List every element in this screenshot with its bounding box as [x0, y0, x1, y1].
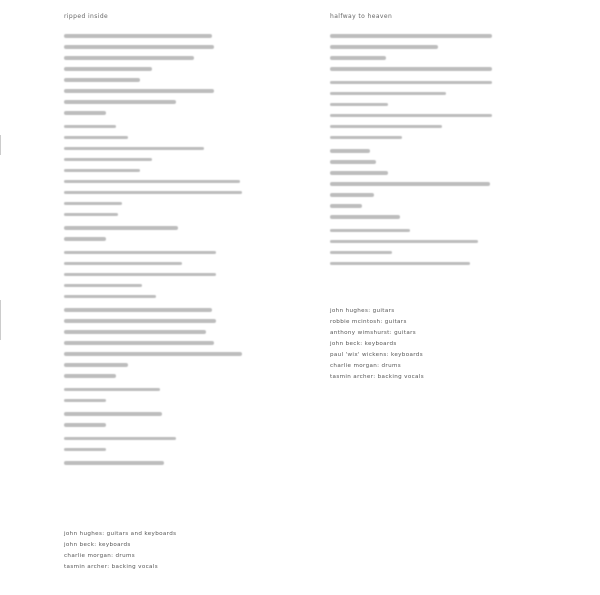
blurred-lyric-line — [64, 388, 160, 392]
lyric-stanza — [64, 251, 304, 299]
song-title: halfway to heaven — [330, 13, 393, 20]
blurred-lyric-line — [330, 125, 442, 129]
blurred-lyric-line — [64, 45, 214, 49]
blurred-lyric-line — [64, 237, 106, 241]
blurred-lyric-line — [64, 169, 140, 173]
blurred-lyric-line — [64, 399, 106, 403]
credit-line: charlie morgan: drums — [64, 553, 136, 559]
lyric-stanza — [64, 461, 304, 465]
blurred-lyric-line — [330, 240, 478, 244]
blurred-lyric-line — [64, 100, 176, 104]
blurred-lyric-line — [64, 319, 216, 323]
credits-list — [330, 306, 424, 383]
blurred-lyric-line — [64, 67, 152, 71]
credit-line: tasmin archer: backing vocals — [64, 564, 158, 570]
lyric-stanza — [64, 125, 304, 217]
credit-line: john hughes: guitars and keyboards — [64, 531, 177, 537]
blurred-lyric-line — [64, 437, 176, 441]
lyrics-body — [64, 34, 304, 475]
blurred-lyric-line — [330, 81, 492, 85]
blurred-lyric-line — [64, 461, 164, 465]
blurred-lyric-line — [64, 341, 214, 345]
blurred-lyric-line — [330, 136, 402, 140]
lyric-stanza — [64, 437, 304, 452]
blurred-lyric-line — [64, 202, 122, 206]
credit-line: tasmin archer: backing vocals — [330, 374, 424, 380]
lyric-stanza — [330, 81, 570, 140]
blurred-lyric-line — [330, 193, 374, 197]
blurred-lyric-line — [330, 56, 386, 60]
lyric-stanza — [64, 226, 304, 241]
blurred-lyric-line — [330, 262, 470, 266]
blurred-lyric-line — [64, 34, 212, 38]
blurred-lyric-line — [64, 308, 212, 312]
blurred-lyric-line — [64, 136, 128, 140]
blurred-lyric-line — [330, 45, 438, 49]
blurred-lyric-line — [64, 89, 214, 93]
blurred-lyric-line — [64, 111, 106, 115]
blurred-lyric-line — [64, 423, 106, 427]
blurred-lyric-line — [64, 147, 204, 151]
blurred-lyric-line — [64, 374, 116, 378]
blurred-lyric-line — [330, 160, 376, 164]
blurred-lyric-line — [64, 191, 242, 195]
blurred-lyric-line — [330, 204, 362, 208]
page-edge-mark-lower — [0, 300, 1, 340]
blurred-lyric-line — [64, 330, 206, 334]
lyric-stanza — [330, 149, 570, 219]
lyrics-body — [330, 34, 570, 275]
lyric-stanza — [330, 229, 570, 266]
blurred-lyric-line — [64, 56, 194, 60]
blurred-lyric-line — [330, 149, 370, 153]
lyric-stanza — [64, 388, 304, 403]
blurred-lyric-line — [64, 158, 152, 162]
credit-line: anthony wimshurst: guitars — [330, 330, 417, 336]
blurred-lyric-line — [64, 363, 128, 367]
blurred-lyric-line — [330, 215, 400, 219]
blurred-lyric-line — [64, 226, 178, 230]
credit-line: robbie mcintosh: guitars — [330, 319, 407, 325]
credit-line: john beck: keyboards — [64, 542, 131, 548]
blurred-lyric-line — [330, 251, 392, 255]
blurred-lyric-line — [64, 213, 118, 217]
blurred-lyric-line — [64, 262, 182, 266]
credit-line: john beck: keyboards — [330, 341, 397, 347]
blurred-lyric-line — [330, 67, 492, 71]
blurred-lyric-line — [330, 171, 388, 175]
blurred-lyric-line — [330, 229, 410, 233]
lyric-stanza — [64, 412, 304, 427]
lyric-stanza — [330, 34, 570, 71]
song-title: ripped inside — [64, 13, 109, 20]
blurred-lyric-line — [64, 352, 242, 356]
credits-list — [64, 529, 176, 573]
blurred-lyric-line — [64, 412, 162, 416]
blurred-lyric-line — [64, 125, 116, 129]
blurred-lyric-line — [330, 182, 490, 186]
blurred-lyric-line — [64, 78, 140, 82]
credit-line: charlie morgan: drums — [330, 363, 402, 369]
blurred-lyric-line — [64, 251, 216, 255]
blurred-lyric-line — [64, 295, 156, 299]
blurred-lyric-line — [64, 448, 106, 452]
credit-line: john hughes: guitars — [330, 308, 395, 314]
blurred-lyric-line — [64, 273, 216, 277]
blurred-lyric-line — [330, 34, 492, 38]
blurred-lyric-line — [64, 284, 142, 288]
page-edge-mark-upper — [0, 135, 1, 155]
blurred-lyric-line — [330, 92, 446, 96]
blurred-lyric-line — [330, 114, 492, 118]
blurred-lyric-line — [64, 180, 240, 184]
lyric-stanza — [64, 34, 304, 115]
lyric-stanza — [64, 308, 304, 378]
credit-line: paul 'wix' wickens: keyboards — [330, 352, 423, 358]
blurred-lyric-line — [330, 103, 388, 107]
